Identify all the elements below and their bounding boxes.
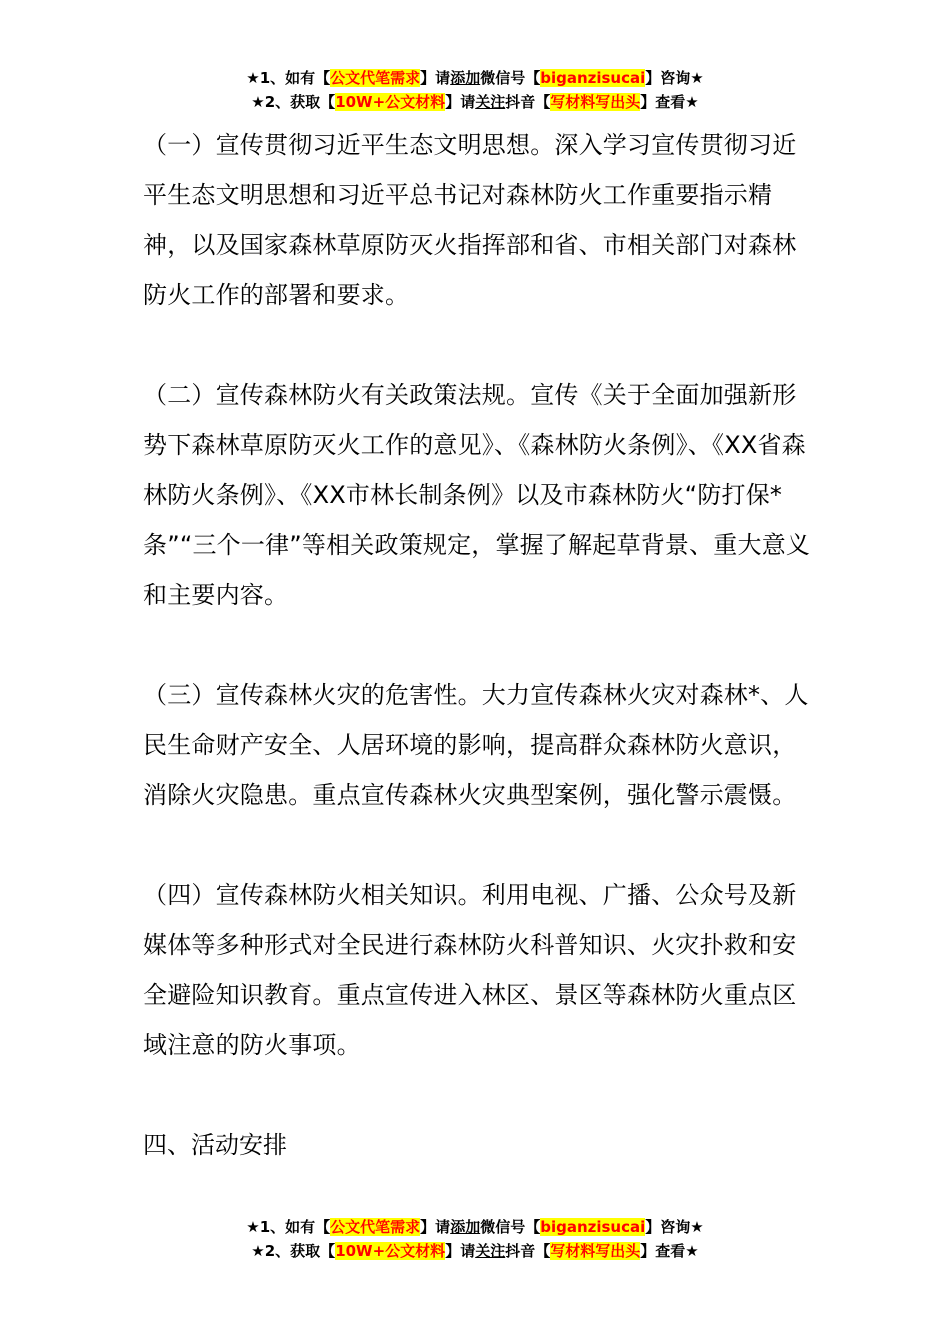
banner-text: 】请	[420, 1218, 451, 1236]
document-body	[143, 120, 815, 1170]
banner-text: 】请	[445, 1242, 476, 1260]
paragraph-2: （二）宣传森林防火有关政策法规。宣传《关于全面加强新形势下森林草原防灭火工作的意见》、《森林防火条例》、《XX省森林防火条例》、《XX市林长制条例》以及市森林防火“防打保*条”“三个一律”等相关政策规定，掌握了解起草背景、重大意义和主要内容。	[143, 381, 811, 609]
banner-wechat-id: biganzisucai	[540, 69, 646, 87]
banner-highlight: 10W+公文材料	[335, 93, 446, 111]
paragraph-3: （三）宣传森林火灾的危害性。大力宣传森林火灾对森林*、人民生命财产安全、人居环境的影响，提高群众森林防火意识，消除火灾隐患。重点宣传森林火灾典型案例，强化警示震慑。	[143, 681, 809, 809]
banner-highlight: 公文代笔需求	[330, 69, 421, 87]
banner-text: 】请	[420, 69, 451, 87]
banner-douyin-id: 写材料写出头	[550, 1242, 641, 1260]
banner-text: 微信号【	[480, 69, 541, 87]
banner-text: 】请	[445, 93, 476, 111]
banner-line-1	[0, 66, 950, 90]
banner-text: 】咨询★	[645, 1218, 704, 1236]
paragraph-1: （一）宣传贯彻习近平生态文明思想。深入学习宣传贯彻习近平生态文明思想和习近平总书记对森林防火工作重要指示精神，以及国家森林草原防灭火指挥部和省、市相关部门对森林防火工作的部署和要求。	[143, 131, 797, 309]
banner-highlight: 10W+公文材料	[335, 1242, 446, 1260]
banner-underline: 添加	[450, 69, 481, 87]
footer-banner	[0, 1215, 950, 1263]
banner-line-1	[0, 1215, 950, 1239]
banner-line-2	[0, 90, 950, 114]
section-heading: 四、活动安排	[143, 1131, 287, 1159]
header-banner	[0, 66, 950, 114]
banner-underline: 关注	[475, 93, 506, 111]
banner-highlight: 公文代笔需求	[330, 1218, 421, 1236]
banner-text: 】查看★	[640, 93, 699, 111]
banner-text: 抖音【	[505, 93, 551, 111]
banner-text: ★1、如有【	[246, 69, 331, 87]
banner-text: 】查看★	[640, 1242, 699, 1260]
banner-douyin-id: 写材料写出头	[550, 93, 641, 111]
banner-text: ★2、获取【	[251, 93, 336, 111]
banner-wechat-id: biganzisucai	[540, 1218, 646, 1236]
banner-underline: 添加	[450, 1218, 481, 1236]
banner-text: ★2、获取【	[251, 1242, 336, 1260]
banner-line-2	[0, 1239, 950, 1263]
banner-text: ★1、如有【	[246, 1218, 331, 1236]
banner-text: 】咨询★	[645, 69, 704, 87]
banner-text: 抖音【	[505, 1242, 551, 1260]
banner-text: 微信号【	[480, 1218, 541, 1236]
banner-underline: 关注	[475, 1242, 506, 1260]
paragraph-4: （四）宣传森林防火相关知识。利用电视、广播、公众号及新媒体等多种形式对全民进行森林防火科普知识、火灾扑救和安全避险知识教育。重点宣传进入林区、景区等森林防火重点区域注意的防火事项。	[143, 881, 797, 1059]
